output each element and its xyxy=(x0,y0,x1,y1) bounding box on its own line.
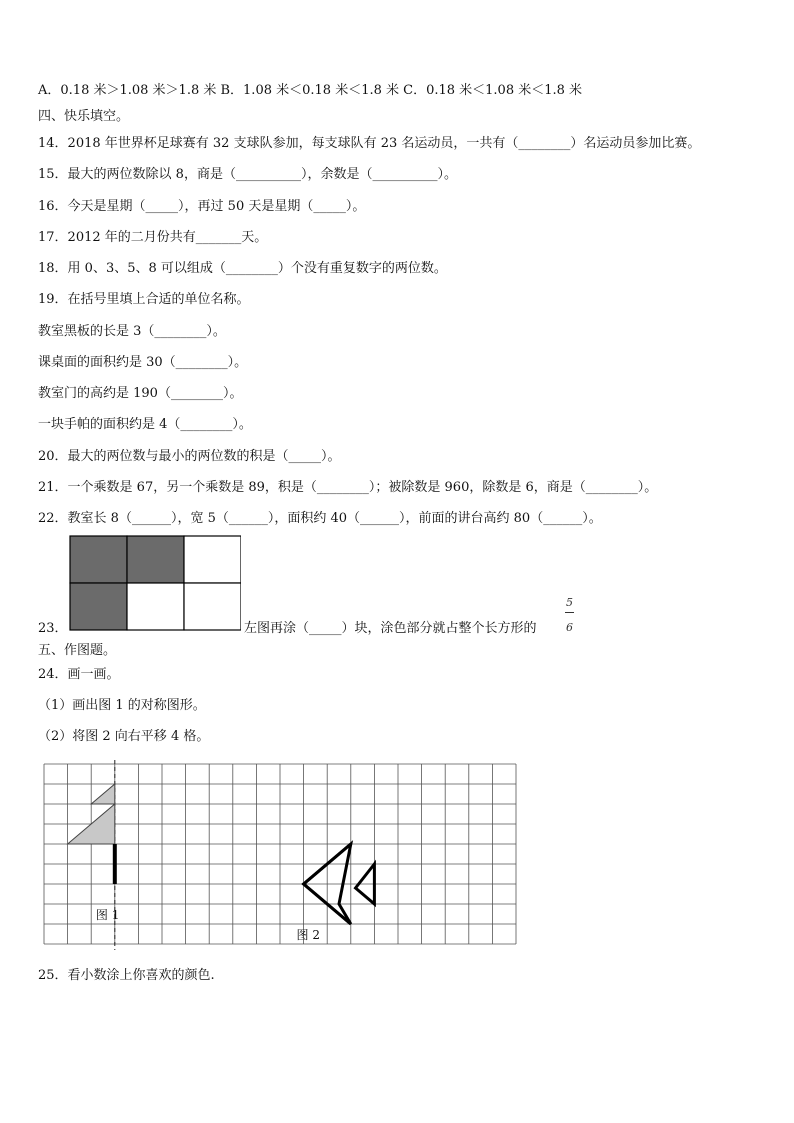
question-23-text: 左图再涂（_____）块，涂色部分就占整个长方形的 xyxy=(244,621,537,636)
fraction-bar xyxy=(565,612,574,613)
question-20: 20．最大的两位数与最小的两位数的积是（_____）。 xyxy=(38,449,341,464)
section-4-heading: 四、快乐填空。 xyxy=(38,109,130,124)
blank-cell xyxy=(127,583,184,630)
question-25: 25．看小数涂上你喜欢的颜色. xyxy=(38,968,215,983)
blank-cell xyxy=(184,536,241,583)
question-15: 15．最大的两位数除以 8，商是（__________），余数是（__________）。 xyxy=(38,167,457,182)
options-line: A．0.18 米＞1.08 米＞1.8 米 B．1.08 米＜0.18 米＜1.8 米 C．0.18 米＜1.08 米＜1.8 米 xyxy=(38,83,583,98)
shaded-cell xyxy=(127,536,184,583)
question-14: 14．2018 年世界杯足球赛有 32 支球队参加，每支球队有 23 名运动员，一共有（________）名运动员参加比赛。 xyxy=(38,136,701,151)
drawing-grid xyxy=(40,760,520,950)
question-23-number: 23． xyxy=(38,621,68,636)
q23-rectangle-figure xyxy=(69,535,241,633)
shaded-cell xyxy=(70,583,127,630)
figure1-upper-triangle xyxy=(91,784,115,804)
shaded-cell xyxy=(70,536,127,583)
question-16: 16．今天是星期（_____），再过 50 天是星期（_____）。 xyxy=(38,199,366,214)
question-21: 21．一个乘数是 67，另一个乘数是 89，积是（________）；被除数是 960，除数是 6，商是（________）。 xyxy=(38,480,658,495)
question-24: 24．画一画。 xyxy=(38,667,120,682)
fraction-numerator: 5 xyxy=(566,596,573,609)
figure2-label: 图 2 xyxy=(296,928,320,942)
question-17: 17．2012 年的二月份共有_______天。 xyxy=(38,230,268,245)
question-24-part-1: （1）画出图 1 的对称图形。 xyxy=(38,698,206,713)
question-19-a: 教室黑板的长是 3（________）。 xyxy=(38,324,226,339)
question-22: 22．教室长 8（______），宽 5（______），面积约 40（______），前面的讲台高约 80（______）。 xyxy=(38,511,602,526)
blank-cell xyxy=(184,583,241,630)
question-19-b: 课桌面的面积约是 30（________）。 xyxy=(38,355,248,370)
question-24-part-2: （2）将图 2 向右平移 4 格。 xyxy=(38,729,210,744)
section-5-heading: 五、作图题。 xyxy=(38,643,117,658)
question-19: 19．在括号里填上合适的单位名称。 xyxy=(38,292,250,307)
fraction-denominator: 6 xyxy=(566,621,573,634)
question-19-d: 一块手帕的面积约是 4（________）。 xyxy=(38,417,252,432)
question-19-c: 教室门的高约是 190（________）。 xyxy=(38,386,243,401)
question-18: 18．用 0、3、5、8 可以组成（________）个没有重复数字的两位数。 xyxy=(38,261,447,276)
figure1-label: 图 1 xyxy=(95,908,120,922)
